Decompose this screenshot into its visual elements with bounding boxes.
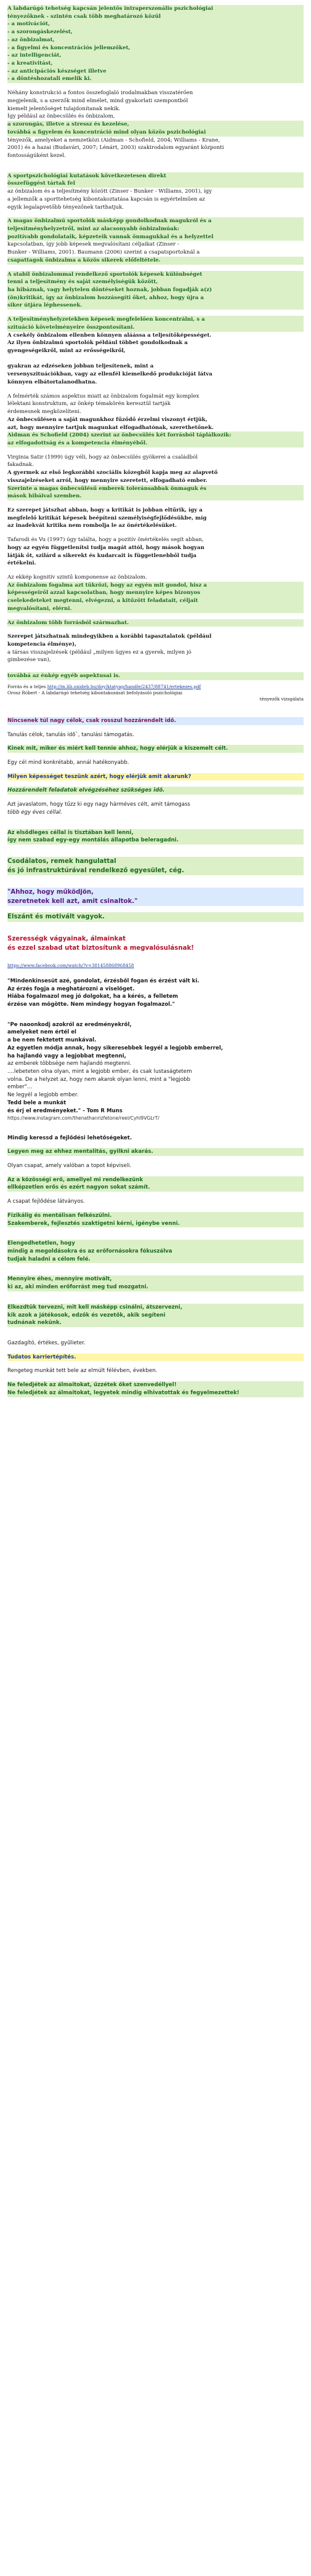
note-love-it (7, 888, 304, 906)
note-time (7, 787, 304, 795)
text-line: továbbá az énkép egyéb aspektusai is. (7, 672, 304, 680)
text-line: Szerességk vágyainak, álmainkat (7, 935, 126, 942)
note-solutions (7, 1240, 304, 1263)
text-line: A csapat fejlődése látványos. (7, 1198, 85, 1205)
note-thoughts (7, 977, 304, 1009)
text-line: megvalósítani, elérni. (7, 605, 304, 613)
text-line: és jó infrastruktúrával rendelkező egyesület, cég. (7, 866, 304, 875)
text-line: az önbizalom és a teljesítmény között (Zinser - Bunker - Williams, 2001), így (7, 188, 212, 195)
note-abilities (7, 773, 304, 781)
text-line: Az elsődleges céllal is tisztában kell lenni, (7, 829, 304, 837)
text-line: tényezők, amelyeket a nemzetközi (Aidman - Schofield, 2004; Williams - Krane, (7, 137, 220, 143)
text-line: így nem szabad egy-egy montálás állapotba beleragadni. (7, 837, 304, 845)
text-line: szeretnetek kell azt, amit csinaltok." (7, 897, 304, 906)
text-line: A gyermek az első legkorábbi szociális közegből kapja meg az alapvető (7, 470, 218, 476)
text-line: Gazdagító, értékes, gyűlieter. (7, 1340, 86, 1347)
text-line: Az önbizalom több forrásból származhat. (7, 619, 304, 627)
note-hungry (7, 1275, 304, 1291)
text-line: kik azok a játékosok, edzők és vezetők, akik segíteni (7, 1312, 304, 1320)
text-line: Szakemberek, fejlesztés szaktigetni kérni, igénybe venni. (7, 1220, 304, 1228)
text-line: az inadekvát kritika nem rombolja le az önértékelésüket. (7, 523, 177, 529)
text-line: Azt javaslatom, hogy tűzz ki egy nagy hárméves célt, amit támogass (7, 801, 190, 808)
text-line: gimbezése van), (7, 657, 51, 664)
section-constructs (7, 89, 304, 159)
text-line: és ezzel szabad utat biztosítunk a megvalósulásnak! (7, 944, 194, 952)
note-determined (7, 912, 304, 921)
section-research (7, 172, 304, 212)
section-sources (7, 633, 304, 680)
text-line: Virginia Satir (1999) úgy véli, hogy az önbecsülés gyökerei a családból (7, 454, 198, 460)
text-line: Ne feledjétek az álmaitokat, legyetek mindig elhivatottak és fegyelmezettek! (7, 1389, 304, 1397)
text-line: Legyen meg az ehhez mentalitás, gyilkni akarás. (7, 1148, 304, 1156)
text-line: ha hajlandó vagy a legjobbat megtenni, (7, 1053, 126, 1059)
text-line: A csekély önbizalom ellenben könnyen aláássa a teljesítőképességet. (7, 332, 212, 339)
source-title: tényezők vizsgálata (259, 696, 304, 702)
text-line: Az önbecsülésen a saját magunkhoz fűződő érzelmi viszonyt értjük, (7, 416, 208, 423)
list-item: - az intelligenciát, (7, 52, 304, 60)
text-line: "Mindenkinsesüt azé, gondolat, érzésből fogan és érzést vált ki. (7, 977, 200, 984)
text-line: érzése van mögötte. Nem mindegy hogyan fogalmazol." (7, 1001, 175, 1008)
text-line: Az a közösségi erő, amellyel mi rendelkezünk (7, 1176, 304, 1184)
note-career (7, 1354, 304, 1362)
text-line: volna. De a helyzet az, hogy nem akarok olyan lenni, mint a "legjobb (7, 1076, 190, 1083)
note-mentality (7, 1148, 304, 1156)
facebook-source (7, 963, 304, 969)
text-line: Ne feledjétek az álmaitokat, űzzétek őket szenvedéllyel! (7, 1381, 304, 1389)
text-line: az emberek többsége nem hajlandó megtenni. (7, 1061, 132, 1067)
text-line: kapcsolatban, így jobb képesek megvalósítani céljaikat (Zinser - (7, 241, 179, 248)
list-item: - a kreativitást, (7, 60, 304, 68)
section-stable-confidence (7, 271, 304, 310)
text-line: kiemelt jelentőséget tulajdonítanak nekik. (7, 105, 121, 112)
text-line: Kinek mit, miker és miért kell tennie ahhoz, hogy elérjük a kiszemelt célt. (7, 745, 304, 753)
text-line: Az ekkép kognitív szintű komponense az önbizalom. (7, 574, 147, 580)
section-self-esteem (7, 393, 304, 447)
text-line: A magas önbizalmú sportolók másképp gondolkodnak magukról és a (7, 217, 304, 225)
text-line: Csodálatos, remek hangulattal (7, 857, 304, 866)
text-line: szituáció követelményeire összpontosítani. (7, 324, 304, 332)
text-line: gyengeségeikről, mint az erősségeikről, (7, 348, 126, 355)
source-author: Orosz Róbert - A labdarúgó tehetség kibontakozását befolyásoló pszichológiai (7, 689, 183, 696)
text-line: siker útjára léphessenek. (7, 302, 304, 310)
text-line: Elkezdtük tervezni, mit kell másképp csinálni, átszervezni, (7, 1304, 304, 1312)
text-line: tenni a teljesítmény és saját személyiségük között, (7, 278, 304, 286)
text-line: (ön)kritikát, így az önbizalom hozzásegíti őket, ahhoz, hogy újra a (7, 294, 304, 302)
section-criticism (7, 507, 304, 530)
text-line (7, 355, 304, 363)
source-link[interactable]: http://m.lib.unideb.hu/doy/ktatyap/handle/2437/88741/ertekezes.pdf (47, 683, 201, 689)
quote-block (7, 1021, 304, 1122)
text-line: Aidman és Schofield (2004) szerint az önbecsülés két forrásból táplálkozik: (7, 431, 304, 439)
note-valuable (7, 1339, 304, 1347)
note-team-progress (7, 1198, 304, 1206)
text-line: Az érzés fogja a meghatározni a viselőget. (7, 985, 135, 992)
note-planning (7, 1304, 304, 1327)
source-prefix: Forrás és a teljes (7, 683, 47, 689)
text-line: teljesítményhelyzetről, mint az alacsonyabb önbizalmúak: (7, 225, 304, 233)
text-line: Hozzárendelt feladatok elvégzéséhez szükséges idő. (7, 787, 304, 795)
list-item: - a döntéshozatali emelik ki. (7, 75, 304, 83)
text-line: Elszánt és motivált vagyok. (7, 912, 304, 921)
note-learning (7, 731, 304, 739)
note-goals (7, 717, 304, 725)
text-line: érdemesnek megközelíteni. (7, 409, 81, 415)
text-line: 2001) és a hazai (Budavári, 2007; Lénárt, 2003) szakirodalom egyaránt központi (7, 145, 224, 151)
note-dreams (7, 934, 304, 953)
text-line: tudjak haladni a célom felé. (7, 1256, 304, 1264)
text-line: képességeiről azzal kapcsolatban, hogy mennyire képes bizonyos (7, 589, 304, 597)
text-line: Nincsenek túl nagy célok, csak rosszul hozzárendelt idő. (7, 717, 304, 725)
list-item: - a motivációt, (7, 20, 304, 28)
note-who-what (7, 745, 304, 753)
text-line: összefüggést tártak fel (7, 180, 304, 188)
text-line: gyakran az edzéseken jobban teljesítenek, mint a (7, 363, 154, 370)
text-line: Tudatos karriertépítés. (7, 1354, 304, 1362)
text-line: értékelni. (7, 560, 36, 567)
text-line: könnyen elbátortalanodhatna. (7, 379, 97, 385)
text-line: a jellemzők a sporttehetség kibontakoztatása kapcsán is egyértelműen az (7, 196, 205, 203)
note-closing (7, 1381, 304, 1397)
text-line: fakadnak. (7, 462, 34, 468)
text-line: lélektani konstruktum, az önkép témakörén keresztül tartják (7, 401, 171, 407)
text-line: Hiába fogalmazol meg jó dolgokat, ha a kérés, a felletem (7, 993, 179, 1000)
text-line: továbbá a figyelem és koncentráció mind olyan közös pszichológiai (7, 129, 304, 137)
facebook-link[interactable]: https://www.facebook.com/watch/?v=381458868968458 (7, 962, 134, 968)
text-line: Elengedhetetlen, hogy (7, 1240, 304, 1248)
text-line: az elfogadottság és a kompetencia élményéből. (7, 439, 304, 447)
note-preparation (7, 1212, 304, 1227)
section-cognitive (7, 574, 304, 613)
note-primary-goal (7, 829, 304, 845)
text-line: A stabil önbizalommal rendelkező sportolók képesek különbséget (7, 271, 304, 279)
source-citation (7, 684, 304, 702)
note-development (7, 1134, 304, 1142)
note-three-year (7, 801, 304, 816)
section-concentration (7, 316, 304, 386)
list-item: - a figyelmi és koncentrációs jellemzőket, (7, 44, 304, 52)
text-line: azt, hogy mennyire tartjuk magunkat elfogadhatónak, szerethetőnek. (7, 424, 214, 431)
text-line: Tedd bele a munkát (7, 1099, 67, 1106)
text-line: megjelenik, s a szerzők mind elmélet, mind gyakorlati szempontból (7, 97, 188, 104)
text-line: Ez szerepet játszhat abban, hogy a kritikát is jobban eltűrik, így a (7, 507, 203, 513)
text-line: ember"... (7, 1084, 33, 1091)
section-high-confidence (7, 217, 304, 264)
text-line: ha hibáznak, vagy helytelen döntéseket hoznak, jobban fogadják a(z) (7, 286, 304, 294)
text-line: A felmérték számos aspektus miatt az önbizalom fogalmát egy komplex (7, 393, 200, 399)
text-line: mások hibáival szemben. (7, 492, 304, 500)
text-line: fontosságúként kezel. (7, 152, 66, 159)
text-line: cselekedeteket megtenni, elvégezni, a kitűzött feladatait, céljait (7, 597, 304, 605)
text-line: Szerinte a magas önbecsülésű emberek toleránsabbak önmaguk és (7, 485, 304, 493)
text-line: Mennyire éhes, mennyire motivált, (7, 1275, 304, 1283)
text-line: A sportpszichológiai kutatások következetesen direkt (7, 172, 304, 180)
list-item: - az önbizalmat, (7, 36, 304, 44)
text-line: egyik legalapvetőbb tényezőnek tarthatjuk. (7, 204, 124, 211)
text-line: a társas visszajelzések (például „milyen ügyes ez a gyerek, milyen jó (7, 649, 192, 656)
section-motivation-list (7, 5, 304, 83)
text-line: Néhány konstrukció a fontos összefoglaló irodalmakban visszatérően (7, 90, 193, 97)
instagram-link[interactable]: https://www.instagram.com/thenathanrizfetone/reel/Cyhl9VGLrT/ (7, 1115, 160, 1121)
text-line: csapattagok önbizalma a közös sikerek előfeltétele. (7, 257, 304, 265)
text-line: látják őt, szilárd a sikerekt és kudarcait is függetlenebből tudja (7, 552, 196, 559)
section-satir (7, 454, 304, 500)
text-line: Olyan csapat, amely valóban a topot képviseli. (7, 1162, 132, 1169)
text-line: mindig a megoldásokra és az erőfornásokra fókuszálva (7, 1248, 304, 1256)
list-item: - a szorongáskezelést, (7, 28, 304, 36)
text-line: "Ahhoz, hogy működjön, (7, 888, 304, 897)
note-concrete (7, 759, 304, 767)
text-line: Fizikálig és mentálisan felkészülni. (7, 1212, 304, 1220)
note-club (7, 857, 304, 875)
text-line: pozitívabb gondolataik, képzeteik vannak önmagukkal és a helyzettel (7, 233, 304, 241)
text-line (7, 664, 304, 672)
text-line: Rengeteg munkát tett bele az elmúlt félévben, években. (7, 1368, 158, 1374)
text-line: tényezőknek - szintén csak több meghatározó közül (7, 13, 304, 21)
text-line: Tanulás célok, tanulás idő`, tanulási támogatás. (7, 731, 134, 738)
text-line: a be nem fektetett munkával. (7, 1037, 97, 1044)
list-item: - az anticipációs készséget illetve (7, 68, 304, 76)
text-line: Mindig keressd a fejlődési lehetőségeket. (7, 1134, 132, 1141)
text-line: ellképzetlen erős és ezért nagyon sokat számít. (7, 1184, 304, 1192)
text-line: "Pe naoonkodj azokról az eredményekről, (7, 1021, 132, 1028)
section-tafarodi (7, 536, 304, 568)
text-line: Bunker - Williams, 2001). Baumann (2006) szerint a csapatsportoknál a (7, 249, 200, 256)
note-community (7, 1176, 304, 1192)
text-line: a szorongás, illetve a stressz és kezelése, (7, 121, 304, 129)
text-line: ki az, aki minden erőforrást meg tud mozgatni. (7, 1283, 304, 1291)
text-line: Így például az önbecsülés és önbizalom, (7, 113, 115, 120)
text-line: amelyeket nem értél el (7, 1029, 76, 1036)
note-top-team (7, 1162, 304, 1170)
text-line: megfelelő kritikát képesek beépíteni személyiségfejlődésükbe, míg (7, 515, 207, 521)
text-line: Milyen képességet teszünk azért, hogy elérjük amit akarunk? (7, 773, 304, 781)
text-line: Az ilyen önbizalmú sportolók például többet gondolkodnak a (7, 340, 188, 347)
text-line: tudnának nekünk. (7, 1319, 304, 1327)
text-line: Tafarodi és Vu (1997) úgy találta, hogy a pozitív önértékelés segít abban, (7, 537, 204, 544)
text-line: ....lebeteten olna olyan, mint a legjobb ember, és csak lustaságtetem (7, 1068, 192, 1075)
text-line: visszajelzéseket arról, hogy mennyire szeretett, elfogadható ember. (7, 477, 208, 484)
text-line: és érj el eredményeket." - Tom R Muns (7, 1107, 123, 1114)
text-line: Az egyetlen módja annak, hogy sikeresebbek legyél a legjobb emberrel, (7, 1045, 224, 1051)
text-line: versenyszituációkban, vagy az ellenfél kiemelkedő produkcióját látva (7, 371, 212, 378)
text-line: Szerepet játszhatnak mindegyikben a korábbi tapasztalatok (például (7, 633, 212, 640)
section-sources-heading (7, 619, 304, 627)
note-hard-work (7, 1367, 304, 1375)
text-line: hogy az egyén függetlenítsi tudja magát attól, hogy mások hogyan (7, 544, 204, 551)
text-line: Egy cél mind konkrétabb, annál hatékonyabb. (7, 760, 129, 766)
text-line: A teljesítményhelyzetekben képesek megfelelően koncentrálni, s a (7, 316, 304, 324)
text-line: kompetencia élménye), (7, 641, 77, 648)
text-line: Ne legyél a legjobb ember. (7, 1092, 79, 1099)
text-line: Az önbizalom fogalma azt tükrözi, hogy az egyén mit gondol, hisz a (7, 582, 304, 590)
text-line: A labdarúgó tehetség kapcsán jelentős intraperszonális pszichológiai (7, 5, 304, 13)
text-line: több egy éves céllal. (7, 809, 62, 816)
